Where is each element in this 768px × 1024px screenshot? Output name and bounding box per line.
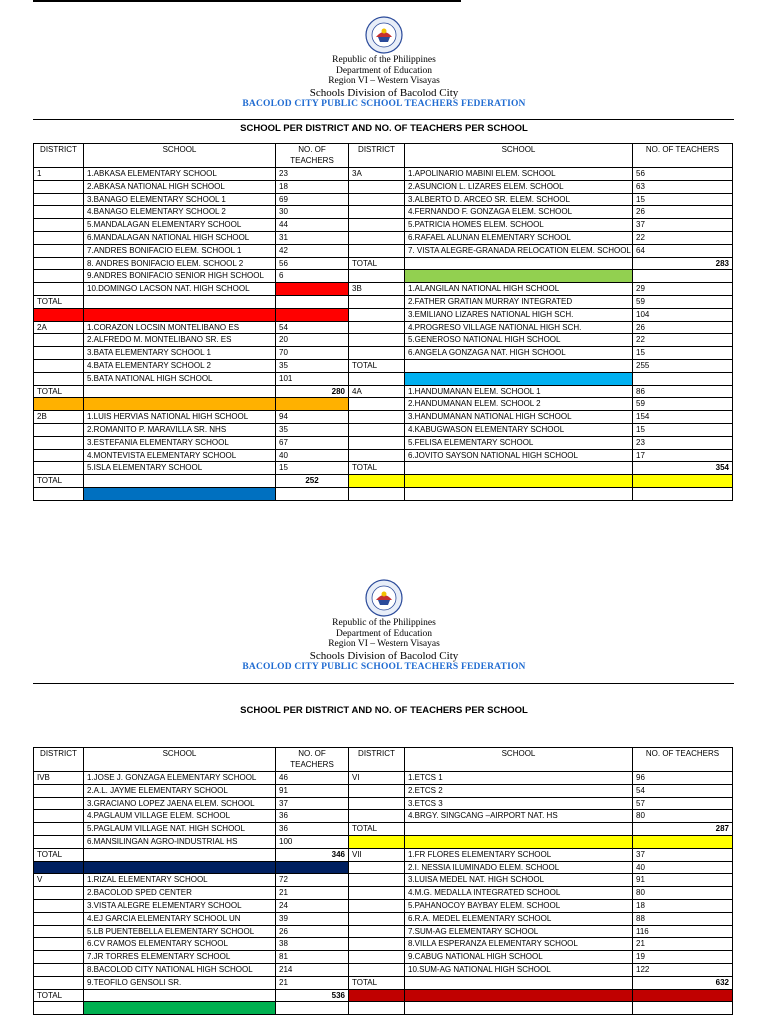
teacher-count: 57	[633, 797, 733, 810]
total-label: TOTAL	[349, 257, 405, 270]
teacher-count: 54	[633, 784, 733, 797]
table-row	[34, 912, 733, 925]
col-school: SCHOOL	[84, 144, 276, 168]
total-label: TOTAL	[34, 475, 84, 488]
teacher-count: 54	[276, 321, 349, 334]
school-cell: 4.KABUGWASON ELEMENTARY SCHOOL	[405, 423, 633, 436]
teacher-count: 214	[276, 963, 349, 976]
teacher-count: 96	[633, 772, 733, 785]
header-rule-2	[33, 683, 734, 684]
table-row	[34, 925, 733, 938]
school-cell: 4.BANAGO ELEMENTARY SCHOOL 2	[84, 206, 276, 219]
teacher-count: 15	[633, 193, 733, 206]
teacher-count: 21	[276, 976, 349, 989]
table-row	[34, 976, 733, 989]
teacher-count: 17	[633, 449, 733, 462]
color-band	[84, 398, 276, 411]
teacher-count: 91	[276, 784, 349, 797]
district-total: 252	[276, 475, 349, 488]
school-cell: 9.ANDRES BONIFACIO SENIOR HIGH SCHOOL	[84, 270, 276, 283]
col-school: SCHOOL	[405, 144, 633, 168]
teacher-count: 40	[633, 861, 733, 874]
total-label: TOTAL	[34, 989, 84, 1002]
school-cell: 3.VISTA ALEGRE ELEMENTARY SCHOOL	[84, 899, 276, 912]
school-cell: 3.GRACIANO LOPEZ JAENA ELEM. SCHOOL	[84, 797, 276, 810]
school-cell: 5.FELISA ELEMENTARY SCHOOL	[405, 436, 633, 449]
teacher-count: 21	[633, 938, 733, 951]
total-label: TOTAL	[349, 823, 405, 836]
teacher-count: 40	[276, 449, 349, 462]
school-cell: 10.DOMINGO LACSON NAT. HIGH SCHOOL	[84, 283, 276, 296]
teacher-count: 72	[276, 874, 349, 887]
teacher-count: 80	[633, 887, 733, 900]
school-cell: 2.ABKASA NATIONAL HIGH SCHOOL	[84, 180, 276, 193]
school-cell: 5.MANDALAGAN ELEMENTARY SCHOOL	[84, 219, 276, 232]
table-row	[34, 385, 733, 398]
table-row	[34, 963, 733, 976]
school-cell: 6.ANGELA GONZAGA NAT. HIGH SCHOOL	[405, 347, 633, 360]
school-cell: 4.PROGRESO VILLAGE NATIONAL HIGH SCH.	[405, 321, 633, 334]
col-teachers: NO. OF TEACHERS	[276, 748, 349, 772]
district-label: 3B	[349, 283, 405, 296]
table-row	[34, 321, 733, 334]
table-row	[34, 823, 733, 836]
teacher-count: 15	[276, 462, 349, 475]
color-band	[405, 989, 633, 1002]
district-label: 1	[34, 168, 84, 181]
school-cell: 3.BATA ELEMENTARY SCHOOL 1	[84, 347, 276, 360]
teacher-count: 35	[276, 423, 349, 436]
top-rule	[33, 0, 461, 2]
school-cell: 1.FR FLORES ELEMENTARY SCHOOL	[405, 848, 633, 861]
teacher-count: 46	[276, 772, 349, 785]
school-cell: 2.HANDUMANAN ELEM. SCHOOL 2	[405, 398, 633, 411]
teacher-count: 18	[276, 180, 349, 193]
table-row	[34, 1002, 733, 1015]
teacher-count: 94	[276, 411, 349, 424]
total-label: TOTAL	[349, 462, 405, 475]
school-cell: 8. ANDRES BONIFACIO ELEM. SCHOOL 2	[84, 257, 276, 270]
table-row	[34, 772, 733, 785]
teacher-count: 20	[276, 334, 349, 347]
teacher-count: 36	[276, 810, 349, 823]
col-district: DISTRICT	[349, 748, 405, 772]
teacher-count: 19	[633, 951, 733, 964]
republic-line: Republic of the Philippines	[332, 618, 436, 628]
table-row	[34, 989, 733, 1002]
school-cell: 2.ASUNCION L. LIZARES ELEM. SCHOOL	[405, 180, 633, 193]
teacher-count: 56	[276, 257, 349, 270]
header-rule-1	[33, 119, 734, 120]
teacher-count: 37	[633, 848, 733, 861]
total-label: TOTAL	[349, 976, 405, 989]
teacher-count: 18	[633, 899, 733, 912]
deped-seal-icon	[359, 578, 409, 618]
school-cell: 5.PAHANOCOY BAYBAY ELEM. SCHOOL	[405, 899, 633, 912]
school-cell: 5.BATA NATIONAL HIGH SCHOOL	[84, 372, 276, 385]
school-cell: 4.BATA ELEMENTARY SCHOOL 2	[84, 359, 276, 372]
table-row	[34, 372, 733, 385]
school-cell: 10.SUM-AG NATIONAL HIGH SCHOOL	[405, 963, 633, 976]
total-label: TOTAL	[34, 295, 84, 308]
col-teachers: NO. OF TEACHERS	[276, 144, 349, 168]
school-cell: 3.ETCS 3	[405, 797, 633, 810]
teacher-count: 31	[276, 231, 349, 244]
table-header	[34, 144, 733, 168]
region-line: Region VI – Western Visayas	[328, 76, 440, 86]
teacher-count: 26	[276, 925, 349, 938]
letterhead-2	[0, 578, 768, 673]
table-row	[34, 874, 733, 887]
school-cell: 6.JOVITO SAYSON NATIONAL HIGH SCHOOL	[405, 449, 633, 462]
district-label: VII	[349, 848, 405, 861]
table-row	[34, 861, 733, 874]
color-band	[405, 270, 633, 283]
table-row	[34, 784, 733, 797]
col-district: DISTRICT	[34, 748, 84, 772]
table-row	[34, 347, 733, 360]
republic-line: Republic of the Philippines	[332, 55, 436, 65]
school-cell: 3.ALBERTO D. ARCEO SR. ELEM. SCHOOL	[405, 193, 633, 206]
table-row	[34, 168, 733, 181]
teacher-count: 91	[633, 874, 733, 887]
teacher-count: 26	[633, 321, 733, 334]
table-row	[34, 180, 733, 193]
school-cell: 7.JR TORRES ELEMENTARY SCHOOL	[84, 951, 276, 964]
col-school: SCHOOL	[405, 748, 633, 772]
district-total: 280	[276, 385, 349, 398]
teacher-count: 22	[633, 231, 733, 244]
table-row	[34, 835, 733, 848]
teacher-count: 154	[633, 411, 733, 424]
total-label: TOTAL	[349, 359, 405, 372]
col-teachers: NO. OF TEACHERS	[633, 748, 733, 772]
table-row	[34, 270, 733, 283]
teacher-count: 116	[633, 925, 733, 938]
school-cell: 5.ISLA ELEMENTARY SCHOOL	[84, 462, 276, 475]
deped-seal-icon	[359, 15, 409, 55]
color-band	[405, 835, 633, 848]
school-cell: 1.LUIS HERVIAS NATIONAL HIGH SCHOOL	[84, 411, 276, 424]
school-cell: 6.CV RAMOS ELEMENTARY SCHOOL	[84, 938, 276, 951]
school-cell: 7.ANDRES BONIFACIO ELEM. SCHOOL 1	[84, 244, 276, 257]
school-cell: 5.PATRICIA HOMES ELEM. SCHOOL	[405, 219, 633, 232]
school-cell: 1.ABKASA ELEMENTARY SCHOOL	[84, 168, 276, 181]
school-cell: 2.ETCS 2	[405, 784, 633, 797]
table-row	[34, 423, 733, 436]
teacher-count: 6	[276, 270, 349, 283]
district-total: 287	[633, 823, 733, 836]
teacher-count: 67	[276, 436, 349, 449]
teachers-table-2	[33, 747, 733, 1015]
table-row	[34, 411, 733, 424]
table-row	[34, 797, 733, 810]
school-cell: 6.MANSILINGAN AGRO-INDUSTRIAL HS	[84, 835, 276, 848]
school-cell: 2.BACOLOD SPED CENTER	[84, 887, 276, 900]
table-row	[34, 475, 733, 488]
col-teachers: NO. OF TEACHERS	[633, 144, 733, 168]
federation-line: BACOLOD CITY PUBLIC SCHOOL TEACHERS FEDERATION	[242, 661, 526, 672]
table-row	[34, 231, 733, 244]
district-label: 4A	[349, 385, 405, 398]
teacher-count: 29	[633, 283, 733, 296]
school-cell: 2.ALFREDO M. MONTELIBANO SR. ES	[84, 334, 276, 347]
table-row	[34, 810, 733, 823]
color-band	[84, 1002, 276, 1015]
col-district: DISTRICT	[349, 144, 405, 168]
district-total: 283	[633, 257, 733, 270]
teacher-count: 69	[276, 193, 349, 206]
school-cell: 3.BANAGO ELEMENTARY SCHOOL 1	[84, 193, 276, 206]
teachers-table-1	[33, 143, 733, 501]
table-header	[34, 748, 733, 772]
district-total: 346	[276, 848, 349, 861]
total-label: TOTAL	[34, 385, 84, 398]
page-title-1: SCHOOL PER DISTRICT AND NO. OF TEACHERS PER SCHOOL	[240, 123, 528, 134]
table-row	[34, 449, 733, 462]
table-row	[34, 219, 733, 232]
teacher-count: 37	[276, 797, 349, 810]
school-cell: 6.RAFAEL ALUNAN ELEMENTARY SCHOOL	[405, 231, 633, 244]
table-row	[34, 462, 733, 475]
letterhead-1	[0, 15, 768, 110]
school-cell: 4.FERNANDO F. GONZAGA ELEM. SCHOOL	[405, 206, 633, 219]
school-cell: 1.RIZAL ELEMENTARY SCHOOL	[84, 874, 276, 887]
school-cell: 6.R.A. MEDEL ELEMENTARY SCHOOL	[405, 912, 633, 925]
school-cell: 3.HANDUMANAN NATIONAL HIGH SCHOOL	[405, 411, 633, 424]
district-total: 354	[633, 462, 733, 475]
teacher-count: 63	[633, 180, 733, 193]
region-line: Region VI – Western Visayas	[328, 639, 440, 649]
color-band	[405, 475, 633, 488]
teacher-count: 86	[633, 385, 733, 398]
district-total: 255	[633, 359, 733, 372]
teacher-count: 81	[276, 951, 349, 964]
table-row	[34, 308, 733, 321]
school-cell: 1.JOSE J. GONZAGA ELEMENTARY SCHOOL	[84, 772, 276, 785]
school-cell: 2.A.L. JAYME ELEMENTARY SCHOOL	[84, 784, 276, 797]
department-line: Department of Education	[335, 628, 433, 639]
col-district: DISTRICT	[34, 144, 84, 168]
school-cell: 3.LUISA MEDEL NAT. HIGH SCHOOL	[405, 874, 633, 887]
teacher-count: 30	[276, 206, 349, 219]
district-label: IVB	[34, 772, 84, 785]
school-cell: 2.FATHER GRATIAN MURRAY INTEGRATED	[405, 295, 633, 308]
teacher-count: 70	[276, 347, 349, 360]
division-line: Schools Division of Bacolod City	[309, 86, 459, 99]
division-line: Schools Division of Bacolod City	[309, 649, 459, 662]
district-label: 2A	[34, 321, 84, 334]
table-row	[34, 283, 733, 296]
district-total: 632	[633, 976, 733, 989]
district-label: 2B	[34, 411, 84, 424]
teacher-count: 21	[276, 887, 349, 900]
table-row	[34, 899, 733, 912]
school-cell: 1.APOLINARIO MABINI ELEM. SCHOOL	[405, 168, 633, 181]
teacher-count: 23	[276, 168, 349, 181]
district-label: V	[34, 874, 84, 887]
school-cell: 7.SUM-AG ELEMENTARY SCHOOL	[405, 925, 633, 938]
school-cell: 6.MANDALAGAN NATIONAL HIGH SCHOOL	[84, 231, 276, 244]
school-cell: 1.ALANGILAN NATIONAL HIGH SCHOOL	[405, 283, 633, 296]
table-row	[34, 398, 733, 411]
school-cell: 4.MONTEVISTA ELEMENTARY SCHOOL	[84, 449, 276, 462]
table-row	[34, 487, 733, 500]
page-title-2: SCHOOL PER DISTRICT AND NO. OF TEACHERS PER SCHOOL	[240, 705, 528, 716]
teacher-count: 59	[633, 398, 733, 411]
school-cell: 1.ETCS 1	[405, 772, 633, 785]
table-row	[34, 938, 733, 951]
school-cell: 1.HANDUMANAN ELEM. SCHOOL 1	[405, 385, 633, 398]
teacher-count: 42	[276, 244, 349, 257]
school-cell: 2.ROMANITO P. MARAVILLA SR. NHS	[84, 423, 276, 436]
school-cell: 3.ESTEFANIA ELEMENTARY SCHOOL	[84, 436, 276, 449]
school-cell: 1.CORAZON LOCSIN MONTELIBANO ES	[84, 321, 276, 334]
district-label: VI	[349, 772, 405, 785]
teacher-count: 104	[633, 308, 733, 321]
teacher-count: 59	[633, 295, 733, 308]
teacher-count: 88	[633, 912, 733, 925]
school-cell: 5.LB PUENTEBELLA ELEMENTARY SCHOOL	[84, 925, 276, 938]
color-band	[276, 283, 349, 296]
teacher-count: 56	[633, 168, 733, 181]
teacher-count: 64	[633, 244, 733, 257]
school-cell: 9.CABUG NATIONAL HIGH SCHOOL	[405, 951, 633, 964]
teacher-count: 39	[276, 912, 349, 925]
school-cell: 7. VISTA ALEGRE-GRANADA RELOCATION ELEM. SCHOOL	[405, 244, 633, 257]
table-row	[34, 848, 733, 861]
table-row	[34, 951, 733, 964]
school-cell: 4.EJ GARCIA ELEMENTARY SCHOOL UN	[84, 912, 276, 925]
table-row	[34, 244, 733, 257]
teacher-count: 23	[633, 436, 733, 449]
table-row	[34, 295, 733, 308]
table-row	[34, 359, 733, 372]
school-cell: 5.PAGLAUM VILLAGE NAT. HIGH SCHOOL	[84, 823, 276, 836]
school-cell: 5.GENEROSO NATIONAL HIGH SCHOOL	[405, 334, 633, 347]
teacher-count: 24	[276, 899, 349, 912]
school-cell: 3.EMILIANO LIZARES NATIONAL HIGH SCH.	[405, 308, 633, 321]
teacher-count: 15	[633, 423, 733, 436]
school-cell: 8.VILLA ESPERANZA ELEMENTARY SCHOOL	[405, 938, 633, 951]
color-band	[405, 372, 633, 385]
school-cell: 4.PAGLAUM VILLAGE ELEM. SCHOOL	[84, 810, 276, 823]
table-row	[34, 206, 733, 219]
table-row	[34, 436, 733, 449]
school-cell: 9.TEOFILO GENSOLI SR.	[84, 976, 276, 989]
table-row	[34, 887, 733, 900]
teacher-count: 22	[633, 334, 733, 347]
total-label: TOTAL	[34, 848, 84, 861]
school-cell: 2.I. NESSIA ILUMINADO ELEM. SCHOOL	[405, 861, 633, 874]
school-cell: 4.M.G. MEDALLA INTEGRATED SCHOOL	[405, 887, 633, 900]
school-cell: 4.BRGY. SINGCANG –AIRPORT NAT. HS	[405, 810, 633, 823]
teacher-count: 101	[276, 372, 349, 385]
col-school: SCHOOL	[84, 748, 276, 772]
teacher-count: 80	[633, 810, 733, 823]
table-row	[34, 334, 733, 347]
teacher-count: 100	[276, 835, 349, 848]
teacher-count: 36	[276, 823, 349, 836]
teacher-count: 35	[276, 359, 349, 372]
teacher-count: 122	[633, 963, 733, 976]
teacher-count: 15	[633, 347, 733, 360]
table-row	[34, 257, 733, 270]
department-line: Department of Education	[335, 65, 433, 76]
teacher-count: 26	[633, 206, 733, 219]
teacher-count: 37	[633, 219, 733, 232]
district-label: 3A	[349, 168, 405, 181]
table-row	[34, 193, 733, 206]
color-band	[84, 861, 276, 874]
teacher-count: 44	[276, 219, 349, 232]
federation-line: BACOLOD CITY PUBLIC SCHOOL TEACHERS FEDERATION	[242, 98, 526, 109]
district-total: 536	[276, 989, 349, 1002]
teacher-count: 38	[276, 938, 349, 951]
school-cell: 8.BACOLOD CITY NATIONAL HIGH SCHOOL	[84, 963, 276, 976]
color-band	[84, 308, 276, 321]
color-band	[84, 487, 276, 500]
